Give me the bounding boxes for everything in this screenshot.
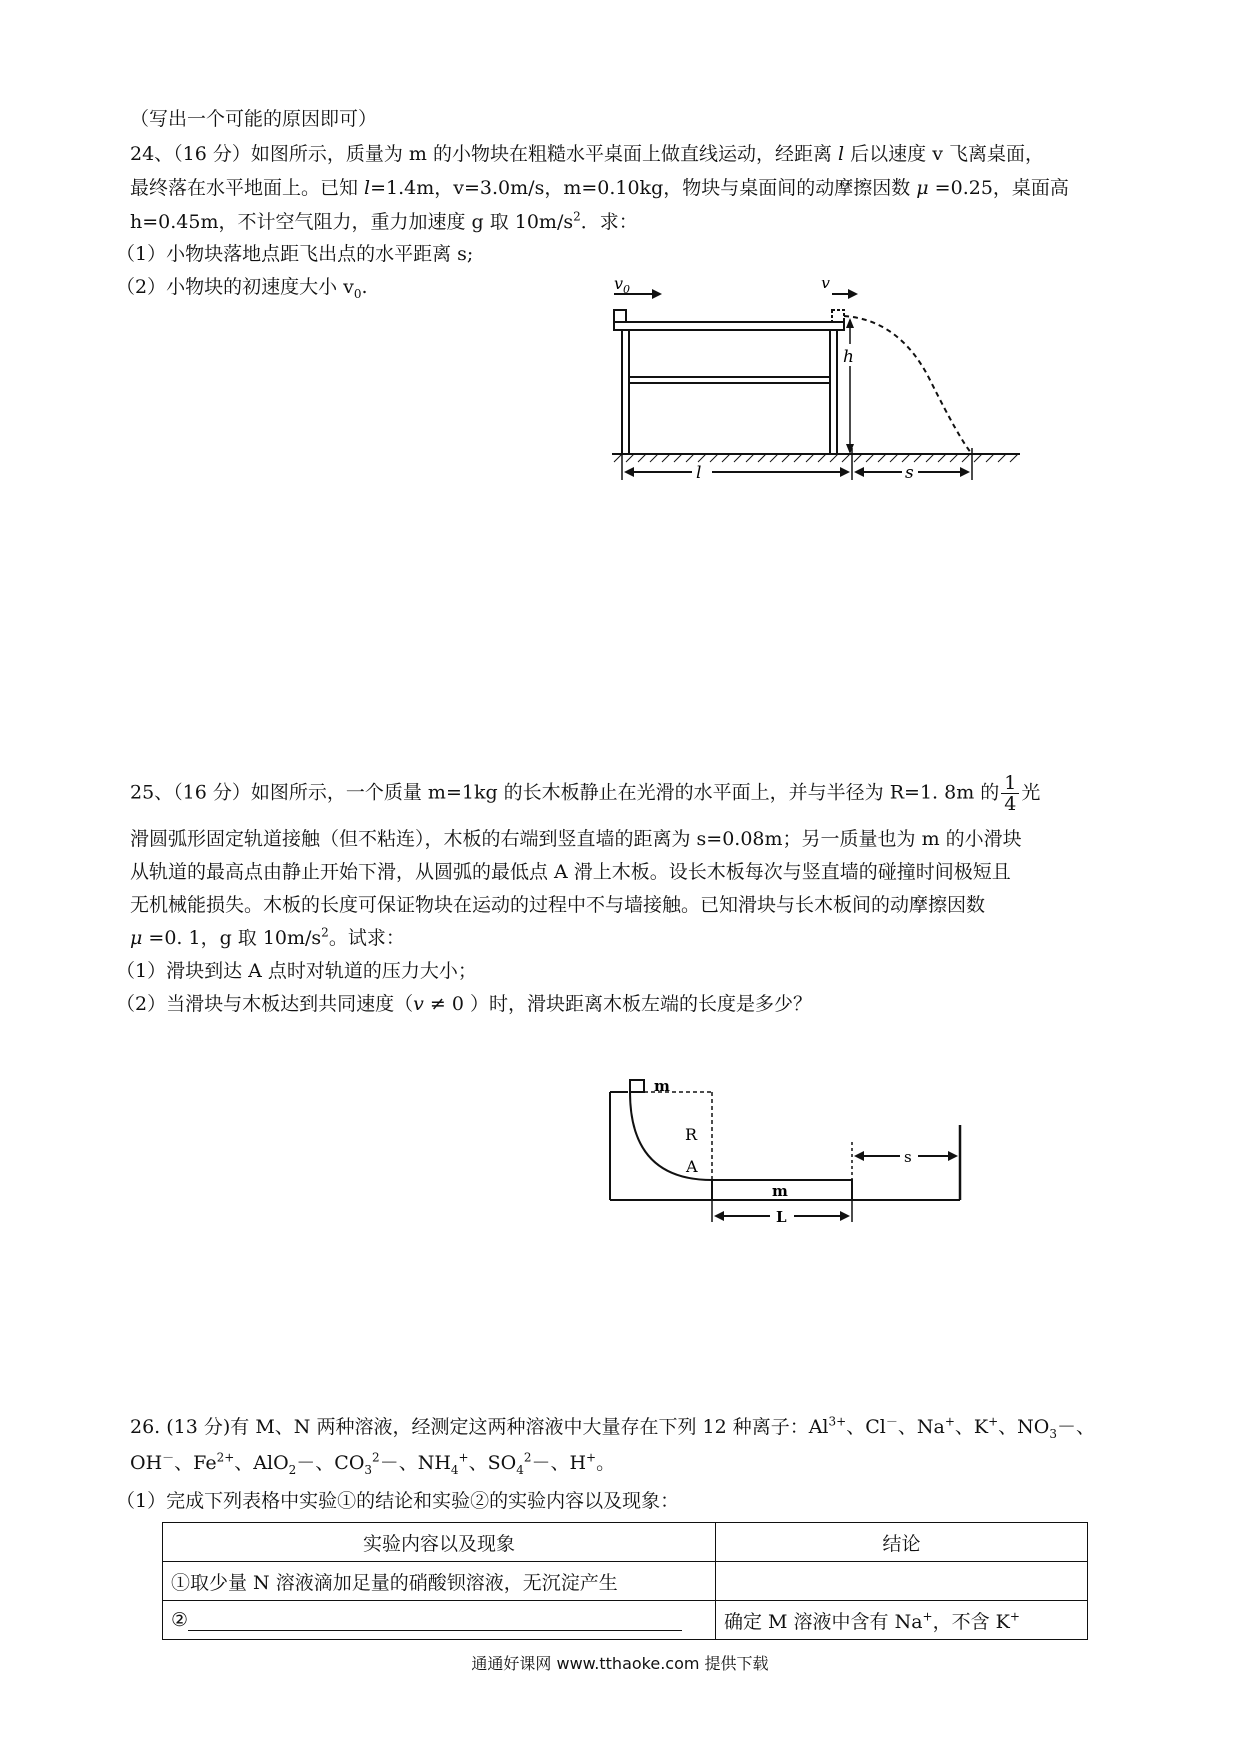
- q26-line1: 26. (13 分)有 M、N 两种溶液，经测定这两种溶液中大量存在下列 12 种离子：$Al^{3+}$、Cl－、Na+、K+、$NO_3-$、: [130, 1414, 1095, 1441]
- fig1-h-label: h: [843, 347, 854, 367]
- table-row: [163, 1562, 1088, 1601]
- fig2-R-label: R: [685, 1125, 698, 1144]
- q26-line2: OH－、$Fe^{2+}$、AlO$_2$－、$CO_3^2-$、$NH_4^+$、$SO_4^2-$、H+。: [130, 1450, 616, 1477]
- experiment-table: [162, 1522, 1088, 1640]
- fig2-m-board-label: m: [772, 1182, 788, 1200]
- q24-line2: 最终落在水平地面上。已知 l=1.4m，v=3.0m/s，m=0.10kg，物块与桌面间的动摩擦因数 μ =0.25，桌面高: [130, 177, 1069, 199]
- fig2-L-label: L: [776, 1208, 787, 1226]
- q24-line1: 24、（16 分）如图所示，质量为 m 的小物块在粗糙水平桌面上做直线运动，经距离 l 后以速度 v 飞离桌面，: [130, 143, 1044, 165]
- page-footer: 通通好课网 www.tthaoke.com 提供下载: [471, 1654, 769, 1673]
- table-header-row: [163, 1523, 1088, 1562]
- table-row: [163, 1601, 1088, 1640]
- fig1-l-label: l: [696, 463, 702, 483]
- fig2-A-label: A: [686, 1157, 698, 1176]
- table-row1-conclusion-blank: [716, 1562, 1088, 1601]
- fig1-v-label: v: [821, 280, 831, 292]
- fraction-quarter: $\frac{1}{4}$: [1001, 773, 1019, 814]
- q25-figure: [600, 1070, 980, 1230]
- q25-line3: 从轨道的最高点由静止开始下滑，从圆弧的最低点 A 滑上木板。设长木板每次与竖直墙的碰撞时间极短且: [130, 861, 1011, 883]
- q25-line1: 25、（16 分）如图所示，一个质量 m=1kg 的长木板静止在光滑的水平面上，并与半径为 R=1. 8m 的 $\frac{1}{4}$ 光: [130, 772, 1041, 815]
- table-row1-content: ①取少量 N 溶液滴加足量的硝酸钡溶液，无沉淀产生: [163, 1562, 716, 1601]
- q25-sub1: （1）滑块到达 A 点时对轨道的压力大小；: [116, 960, 477, 982]
- table-header-content: 实验内容以及现象: [163, 1523, 716, 1562]
- table-row2-content: ②: [163, 1601, 716, 1640]
- intro-note: （写出一个可能的原因即可）: [130, 108, 378, 130]
- q24-line3: h=0.45m，不计空气阻力，重力加速度 g 取 $10m/s^2$．求：: [130, 209, 638, 233]
- q25-line4: 无机械能损失。木板的长度可保证物块在运动的过程中不与墙接触。已知滑块与长木板间的动摩擦因数: [130, 894, 986, 916]
- q25-line2: 滑圆弧形固定轨道接触（但不粘连），木板的右端到竖直墙的距离为 s=0.08m；另一质量也为 m 的小滑块: [130, 828, 1022, 850]
- q24-sub1: （1）小物块落地点距飞出点的水平距离 s;: [116, 243, 474, 265]
- answer-blank-line: [188, 1610, 682, 1631]
- q24-figure: [600, 280, 1030, 500]
- table-row2-conclusion: 确定 M 溶液中含有 Na+，不含 K+: [716, 1601, 1088, 1640]
- fig1-s-label: s: [905, 463, 914, 483]
- fig2-s-label: s: [904, 1148, 912, 1166]
- q24-sub2: （2）小物块的初速度大小 $v_0$.: [116, 276, 368, 301]
- q26-sub1: （1）完成下列表格中实验①的结论和实验②的实验内容以及现象：: [116, 1490, 680, 1512]
- q25-line5: μ =0. 1，g 取 $10m/s^2$。试求：: [130, 925, 405, 949]
- fig1-v0-label: $v_0$: [614, 280, 631, 296]
- fig2-m-top-label: m: [654, 1077, 670, 1095]
- table-header-conclusion: 结论: [716, 1523, 1088, 1562]
- q25-sub2: （2）当滑块与木板达到共同速度（v ≠ 0 ）时，滑块距离木板左端的长度是多少？: [116, 993, 812, 1015]
